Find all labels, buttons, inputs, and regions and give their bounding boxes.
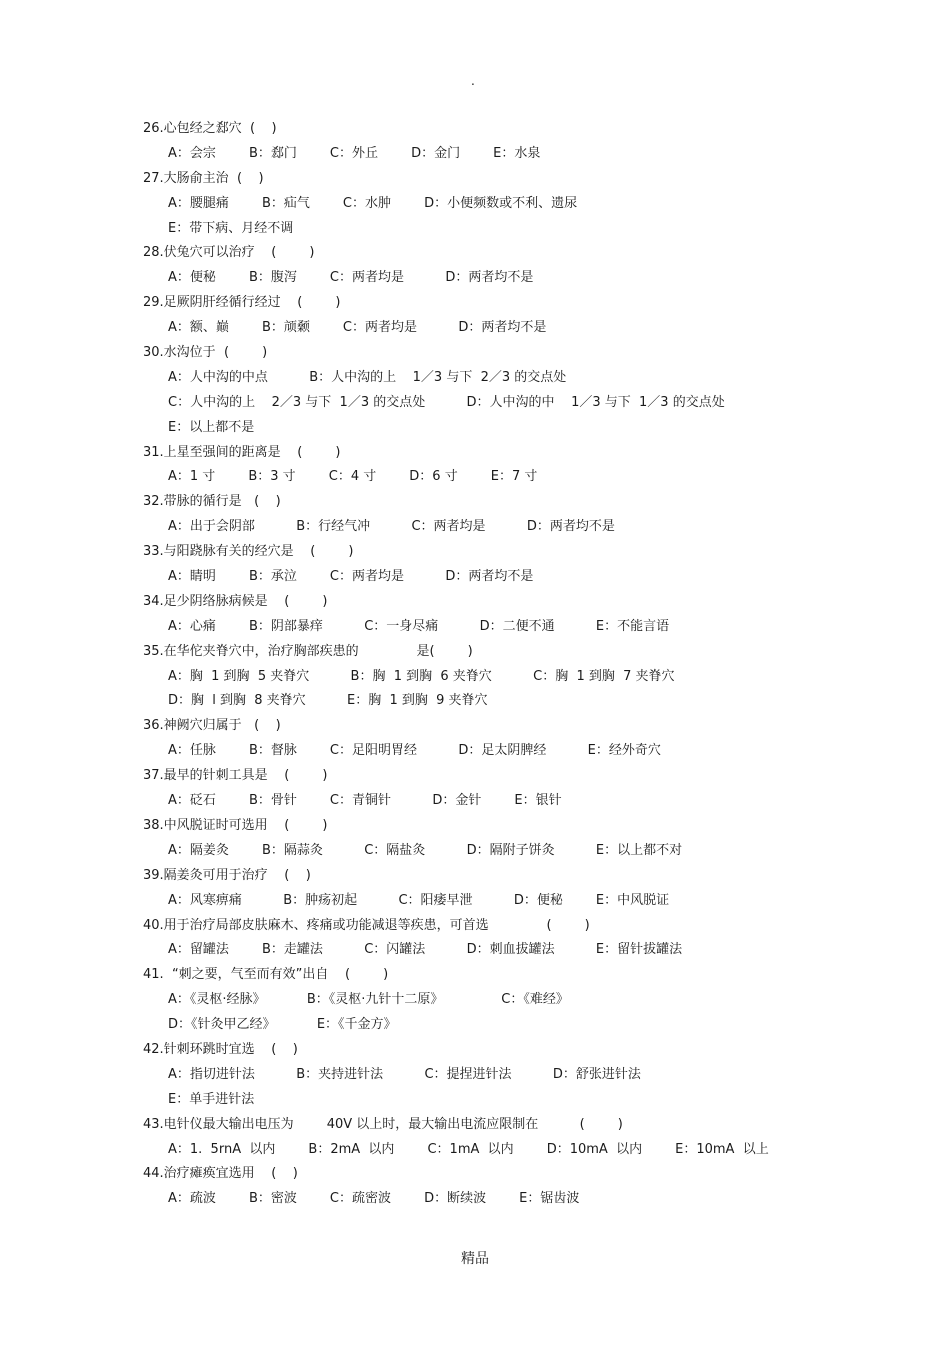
question-stem: 43.电针仪最大输出电压为 40V 以上时，最大输出电流应限制在 ( ): [143, 1116, 623, 1132]
question-item: [143, 1038, 823, 1113]
question-list: [143, 117, 823, 1212]
question-item: [143, 291, 823, 341]
question-stem: 40.用于治疗局部皮肤麻木、疼痛或功能减退等疾患，可首选 ( ): [143, 917, 590, 933]
question-stem: 28.伏兔穴可以治疗 ( ): [143, 245, 315, 261]
page-header-dot: .: [471, 74, 475, 88]
question-options: C：人中沟的上 2／3 与下 1／3 的交点处 D：人中沟的中 1／3 与下 1／3 的交点处: [168, 394, 725, 410]
question-options: A：额、巅 B：颃颡 C：两者均是 D：两者均不是: [168, 320, 547, 336]
question-options: A：留罐法 B：走罐法 C：闪罐法 D：刺血拔罐法 E：留针拔罐法: [168, 942, 683, 958]
question-item: [143, 167, 823, 242]
question-stem: 34.足少阴络脉病候是 ( ): [143, 593, 328, 609]
question-options: A：砭石 B：骨针 C：青铜针 D：金针 E：银针: [168, 793, 562, 809]
question-options: A：便秘 B：腹泻 C：两者均是 D：两者均不是: [168, 270, 534, 286]
question-options: A：任脉 B：督脉 C：足阳明胃经 D：足太阴脾经 E：经外奇穴: [168, 743, 661, 759]
question-item: [143, 963, 823, 1038]
question-options: A：风寒痹痛 B：肿疡初起 C：阳痿早泄 D：便秘 E：中风脱证: [168, 892, 670, 908]
question-options: A：腰腿痛 B：疝气 C：水肿 D：小便频数或不利、遗尿: [168, 195, 578, 211]
question-options: A：胸 1 到胸 5 夹脊穴 B：胸 1 到胸 6 夹脊穴 C：胸 1 到胸 7 夹脊穴: [168, 668, 675, 684]
question-options: A：出于会阴部 B：行经气冲 C：两者均是 D：两者均不是: [168, 519, 615, 535]
question-stem: 26.心包经之郄穴 ( ): [143, 121, 277, 136]
question-options: A：会宗 B：郄门 C：外丘 D：金门 E：水泉: [168, 145, 541, 161]
question-item: [143, 117, 823, 167]
question-options: A：隔姜灸 B：隔蒜灸 C：隔盐灸 D：隔附子饼灸 E：以上都不对: [168, 842, 683, 858]
question-stem: 31.上星至强间的距离是 ( ): [143, 444, 341, 460]
question-stem: 35.在华佗夹脊穴中，治疗胸部疾患的 是( ): [143, 643, 473, 659]
question-options: E：带下病、月经不调: [168, 220, 294, 236]
question-item: [143, 1162, 823, 1212]
question-options: A：疏波 B：密波 C：疏密波 D：断续波 E：锯齿波: [168, 1191, 580, 1207]
question-item: [143, 864, 823, 914]
question-options: A：《灵枢·经脉》 B：《灵枢·九针十二原》 C：《难经》: [168, 992, 569, 1008]
question-item: [143, 441, 823, 491]
question-stem: 44.治疗瘫痪宜选用 ( ): [143, 1166, 298, 1182]
question-options: A：1 寸 B：3 寸 C：4 寸 D：6 寸 E：7 寸: [168, 469, 538, 485]
question-options: A：人中沟的中点 B：人中沟的上 1／3 与下 2／3 的交点处: [168, 369, 567, 385]
question-stem: 41. “刺之要，气至而有效”出自 ( ): [143, 967, 389, 983]
question-stem: 27.大肠俞主治 ( ): [143, 170, 264, 186]
question-options: E：单手进针法: [168, 1091, 255, 1107]
question-item: [143, 241, 823, 291]
question-item: [143, 590, 823, 640]
question-item: [143, 1113, 823, 1163]
question-options: A：心痛 B：阴部暴痒 C：一身尽痛 D：二便不通 E：不能言语: [168, 618, 670, 634]
question-item: [143, 341, 823, 441]
question-stem: 32.带脉的循行是 ( ): [143, 494, 281, 510]
question-options: A：指切进针法 B：夹持进针法 C：提捏进针法 D：舒张进针法: [168, 1066, 641, 1082]
question-stem: 39.隔姜灸可用于治疗 ( ): [143, 867, 311, 883]
question-stem: 29.足厥阴肝经循行经过 ( ): [143, 295, 341, 311]
question-item: [143, 764, 823, 814]
question-item: [143, 640, 823, 715]
question-item: [143, 540, 823, 590]
question-stem: 36.神阙穴归属于 ( ): [143, 718, 281, 734]
question-options: A：1. 5rnA 以内 B：2mA 以内 C：1mA 以内 D：10mA 以内 E：10mA 以上: [168, 1141, 769, 1157]
page-footer: 精品: [461, 1251, 489, 1267]
question-item: [143, 490, 823, 540]
question-item: [143, 914, 823, 964]
question-stem: 42.针刺环跳时宜选 ( ): [143, 1041, 298, 1057]
question-item: [143, 814, 823, 864]
question-item: [143, 714, 823, 764]
question-options: D：《针灸甲乙经》 E：《千金方》: [168, 1017, 397, 1033]
question-stem: 30.水沟位于 ( ): [143, 345, 268, 361]
question-stem: 38.中风脱证时可选用 ( ): [143, 817, 328, 833]
question-stem: 37.最早的针刺工具是 ( ): [143, 768, 328, 784]
question-options: E：以上都不是: [168, 419, 255, 435]
question-options: D：胸 l 到胸 8 夹脊穴 E：胸 1 到胸 9 夹脊穴: [168, 693, 488, 709]
question-options: A：睛明 B：承泣 C：两者均是 D：两者均不是: [168, 569, 534, 585]
question-stem: 33.与阳跷脉有关的经穴是 ( ): [143, 544, 354, 560]
